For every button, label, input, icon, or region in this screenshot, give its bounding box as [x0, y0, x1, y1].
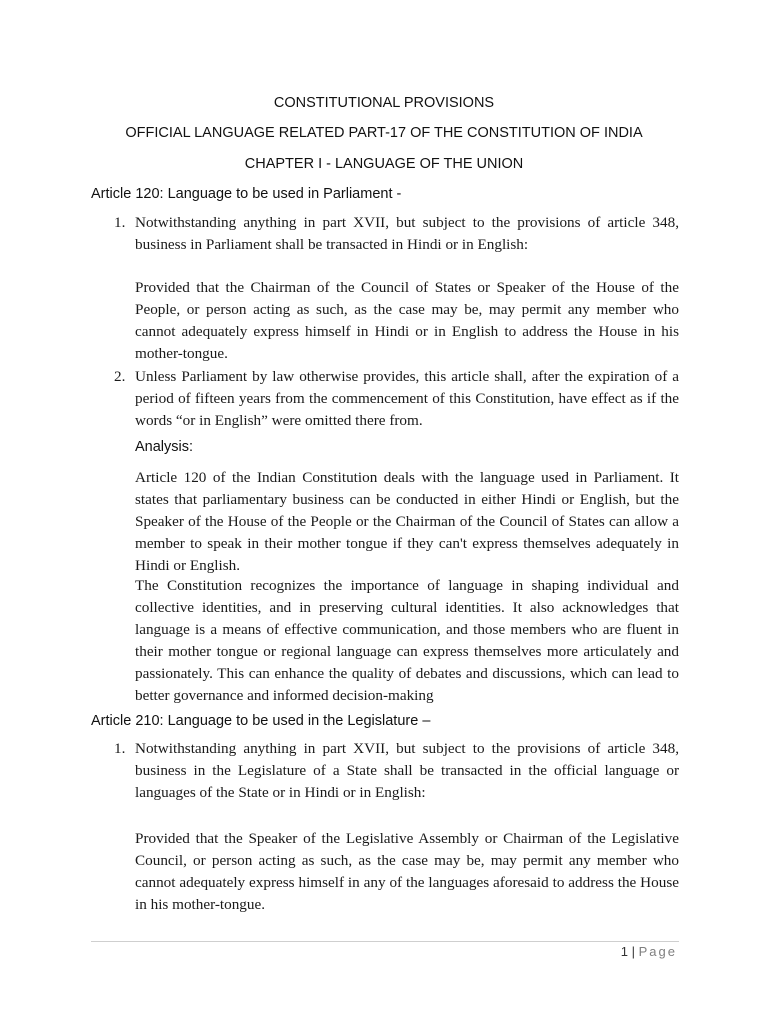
analysis-heading: Analysis:	[135, 439, 194, 455]
article-210-clause-1: Notwithstanding anything in part XVII, but subject to the provisions of article 348, business in the Legislature of a State shall be transacted in the official language or languages of the State or in Hindi or in English:	[135, 740, 679, 801]
footer-divider	[91, 941, 679, 942]
list-number: 1.	[114, 740, 126, 757]
analysis-paragraph-2: The Constitution recognizes the importance of language in shaping individual and collective identities, and in preserving cultural identities. It also acknowledges that language is a means of effective communication, and those members who are fluent in their mother tongue or regional language can express themselves more articulately and passionately. This can enhance the quality of debates and discussions, which can lead to better governance and informed decision-making	[135, 577, 679, 704]
document-title: CONSTITUTIONAL PROVISIONS	[273, 95, 495, 111]
article-120-clause-1: Notwithstanding anything in part XVII, but subject to the provisions of article 348, business in Parliament shall be transacted in Hindi or in English:	[135, 214, 679, 253]
list-number: 2.	[114, 368, 126, 385]
chapter-heading: CHAPTER I - LANGUAGE OF THE UNION	[244, 156, 524, 172]
list-number: 1.	[114, 214, 126, 231]
article-120-clause-2: Unless Parliament by law otherwise provides, this article shall, after the expiration of a period of fifteen years from the commencement of this Constitution, have effect as if the words “or in English” were omitted there from.	[135, 368, 679, 429]
footer-separator: |	[631, 944, 635, 959]
document-subtitle: OFFICIAL LANGUAGE RELATED PART-17 OF THE CONSTITUTION OF INDIA	[125, 125, 643, 141]
article-120-heading: Article 120: Language to be used in Parliament -	[91, 186, 402, 202]
page-footer	[621, 944, 677, 959]
page-number: 1	[620, 944, 628, 959]
article-210-heading: Article 210: Language to be used in the Legislature –	[91, 713, 431, 729]
analysis-paragraph-1: Article 120 of the Indian Constitution deals with the language used in Parliament. It states that parliamentary business can be conducted in either Hindi or English, but the Speaker of the House of the People or the Chairman of the Council of States can allow a member to speak in their mother tongue if they can't express themselves adequately in Hindi or English.	[135, 469, 679, 574]
article-120-proviso: Provided that the Chairman of the Council of States or Speaker of the House of the People, or person acting as such, as the case may be, may permit any member who cannot adequately express himself in Hindi or in English to address the House in his mother-tongue.	[135, 279, 679, 362]
article-210-proviso: Provided that the Speaker of the Legislative Assembly or Chairman of the Legislative Council, or person acting as such, as the case may be, may permit any member who cannot adequately express himself in any of the languages aforesaid to address the House in his mother-tongue.	[135, 830, 679, 913]
page-label: Page	[638, 944, 677, 959]
